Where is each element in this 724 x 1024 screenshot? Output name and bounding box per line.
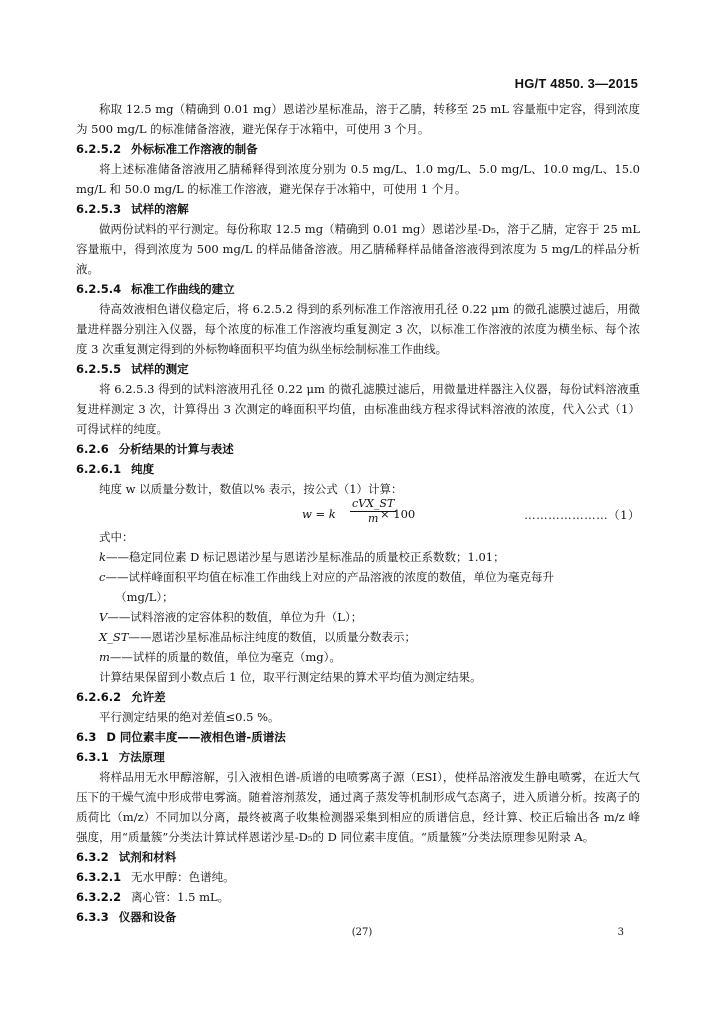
- symbol: m: [99, 650, 110, 664]
- section-title: 分析结果的计算与表述: [118, 442, 234, 456]
- symbol: V: [99, 610, 108, 624]
- section-number: 6.3.3: [76, 910, 109, 924]
- symbol-description: ——试样的质量的数值，单位为毫克（mg）。: [109, 650, 341, 664]
- section-heading: [76, 459, 640, 479]
- section-number: 6.3.2.1: [76, 870, 122, 884]
- standard-code: HG/T 4850. 3—2015: [514, 76, 638, 91]
- section-title: 无水甲醇：色谱纯。: [131, 870, 235, 884]
- section-number: 6.2.5.5: [76, 362, 122, 376]
- document-body: [76, 99, 640, 927]
- section-number: 6.3.2.2: [76, 890, 122, 904]
- section-heading: [76, 687, 640, 707]
- formula-1: [76, 499, 640, 527]
- section-title: D 同位素丰度——液相色谱-质谱法: [106, 730, 286, 744]
- paragraph: 计算结果保留到小数点后 1 位，取平行测定结果的算术平均值为测定结果。: [99, 670, 482, 684]
- section-number: 6.3: [76, 730, 97, 744]
- paragraph: 式中：: [99, 530, 134, 544]
- symbol: X_ST: [99, 630, 129, 644]
- paragraph: 纯度 w 以质量分数计，数值以% 表示，按公式（1）计算：: [99, 482, 403, 496]
- section-heading: [76, 847, 640, 867]
- symbol-description: ——稳定同位素 D 标记恩诺沙星与恩诺沙星标准品的质量校正系数数；1.01；: [105, 550, 505, 564]
- symbol-definition: [76, 627, 640, 647]
- formula-number: …………………（1）: [524, 508, 640, 522]
- section-title: 试剂和材料: [118, 850, 177, 864]
- symbol-description: ——试样峰面积平均值在标准工作曲线上对应的产品溶液的浓度的数值，单位为毫克每升: [105, 570, 554, 584]
- section-heading: [76, 279, 640, 299]
- paragraph: 待高效液相色谱仪稳定后，将 6.2.5.2 得到的系列标准工作溶液用孔径 0.22 μm 的微孔滤膜过滤后，用微量进样器分别注入仪器，每个浓度的标准工作溶液均重复测定 3 次，以标准工作溶液的浓度为横坐标、每个浓度 3 次重复测定得到的外标物峰面积平均值为纵坐标绘制标准工作曲线。: [76, 302, 640, 356]
- section-number: 6.2.6.2: [76, 690, 122, 704]
- section-heading: [76, 727, 640, 747]
- paragraph: 将 6.2.5.3 得到的试料溶液用孔径 0.22 μm 的微孔滤膜过滤后，用微量进样器注入仪器，每份试料溶液重复进样测定 3 次，计算得出 3 次测定的峰面积平均值，由标准曲线方程求得试料溶液的浓度，代入公式（1）可得试样的纯度。: [76, 382, 640, 436]
- formula-denominator: m: [367, 512, 379, 525]
- paragraph: 将上述标准储备溶液用乙腈稀释得到浓度分别为 0.5 mg/L、1.0 mg/L、5.0 mg/L、10.0 mg/L、15.0 mg/L 和 50.0 mg/L 的标准工作溶液，避光保存于冰箱中，可使用 1 个月。: [76, 162, 640, 196]
- paragraph: 平行测定结果的绝对差值≤0.5 %。: [99, 710, 280, 724]
- symbol: c: [99, 570, 106, 584]
- section-number: 6.3.2: [76, 850, 109, 864]
- section-title: 标准工作曲线的建立: [131, 282, 235, 296]
- section-heading: [76, 887, 640, 907]
- section-title: 外标标准工作溶液的制备: [131, 142, 258, 156]
- section-title: 试样的测定: [131, 362, 189, 376]
- section-title: 仪器和设备: [118, 910, 177, 924]
- section-title: 离心管：1.5 mL。: [131, 890, 230, 904]
- symbol-definition: [76, 647, 640, 667]
- symbol-definition: [76, 607, 640, 627]
- section-heading: [76, 867, 640, 887]
- symbol: k: [99, 550, 106, 564]
- section-title: 试样的溶解: [131, 202, 189, 216]
- symbol-description: ——试料溶液的定容体积的数值，单位为升（L）；: [107, 610, 363, 624]
- section-heading: [76, 139, 640, 159]
- section-number: 6.3.1: [76, 750, 109, 764]
- section-heading: [76, 359, 640, 379]
- symbol-description-continued: （mg/L）；: [115, 590, 174, 604]
- section-title: 方法原理: [118, 750, 165, 764]
- section-number: 6.2.6: [76, 442, 109, 456]
- page-number-center: (27): [351, 927, 373, 938]
- page-number-right: 3: [617, 927, 624, 938]
- section-number: 6.2.5.2: [76, 142, 122, 156]
- formula-lhs: w = k: [302, 507, 336, 521]
- section-number: 6.2.5.3: [76, 202, 122, 216]
- symbol-definition: [76, 547, 640, 567]
- formula-numerator: cVX_ST: [352, 497, 395, 510]
- paragraph: 做两份试料的平行测定。每份称取 12.5 mg（精确到 0.01 mg）恩诺沙星-D₅，溶于乙腈，定容于 25 mL 容量瓶中，得到浓度为 500 mg/L 的样品储备溶液。用乙腈稀释样品储备溶液得到浓度为 5 mg/L的样品分析液。: [76, 222, 640, 276]
- section-heading: [76, 747, 640, 767]
- section-title: 纯度: [131, 462, 155, 476]
- section-number: 6.2.6.1: [76, 462, 122, 476]
- section-heading: [76, 907, 640, 927]
- formula-multiplier: × 100: [380, 507, 416, 521]
- symbol-definition: [76, 567, 640, 607]
- paragraph: 称取 12.5 mg（精确到 0.01 mg）恩诺沙星标准品，溶于乙腈，转移至 25 mL 容量瓶中定容，得到浓度为 500 mg/L 的标准储备溶液，避光保存于冰箱中，可使用 3 个月。: [76, 102, 640, 136]
- paragraph: 将样品用无水甲醇溶解，引入液相色谱-质谱的电喷雾离子源（ESI），使样品溶液发生静电喷雾，在近大气压下的干燥气流中形成带电雾滴。随着溶剂蒸发，通过离子蒸发等机制形成气态离子，进入质谱分析。按离子的质荷比（m/z）不同加以分离，最终被离子收集检测器采集到相应的质谱信息，经计算、校正后输出各 m/z 峰强度，用“质量簇”分类法计算试样恩诺沙星-D₅的 D 同位素丰度值。“质量簇”分类法原理参见附录 A。: [76, 770, 640, 844]
- symbol-description: ——恩诺沙星标准品标注纯度的数值，以质量分数表示；: [128, 630, 416, 644]
- section-heading: [76, 439, 640, 459]
- section-heading: [76, 199, 640, 219]
- section-title: 允许差: [131, 690, 166, 704]
- section-number: 6.2.5.4: [76, 282, 122, 296]
